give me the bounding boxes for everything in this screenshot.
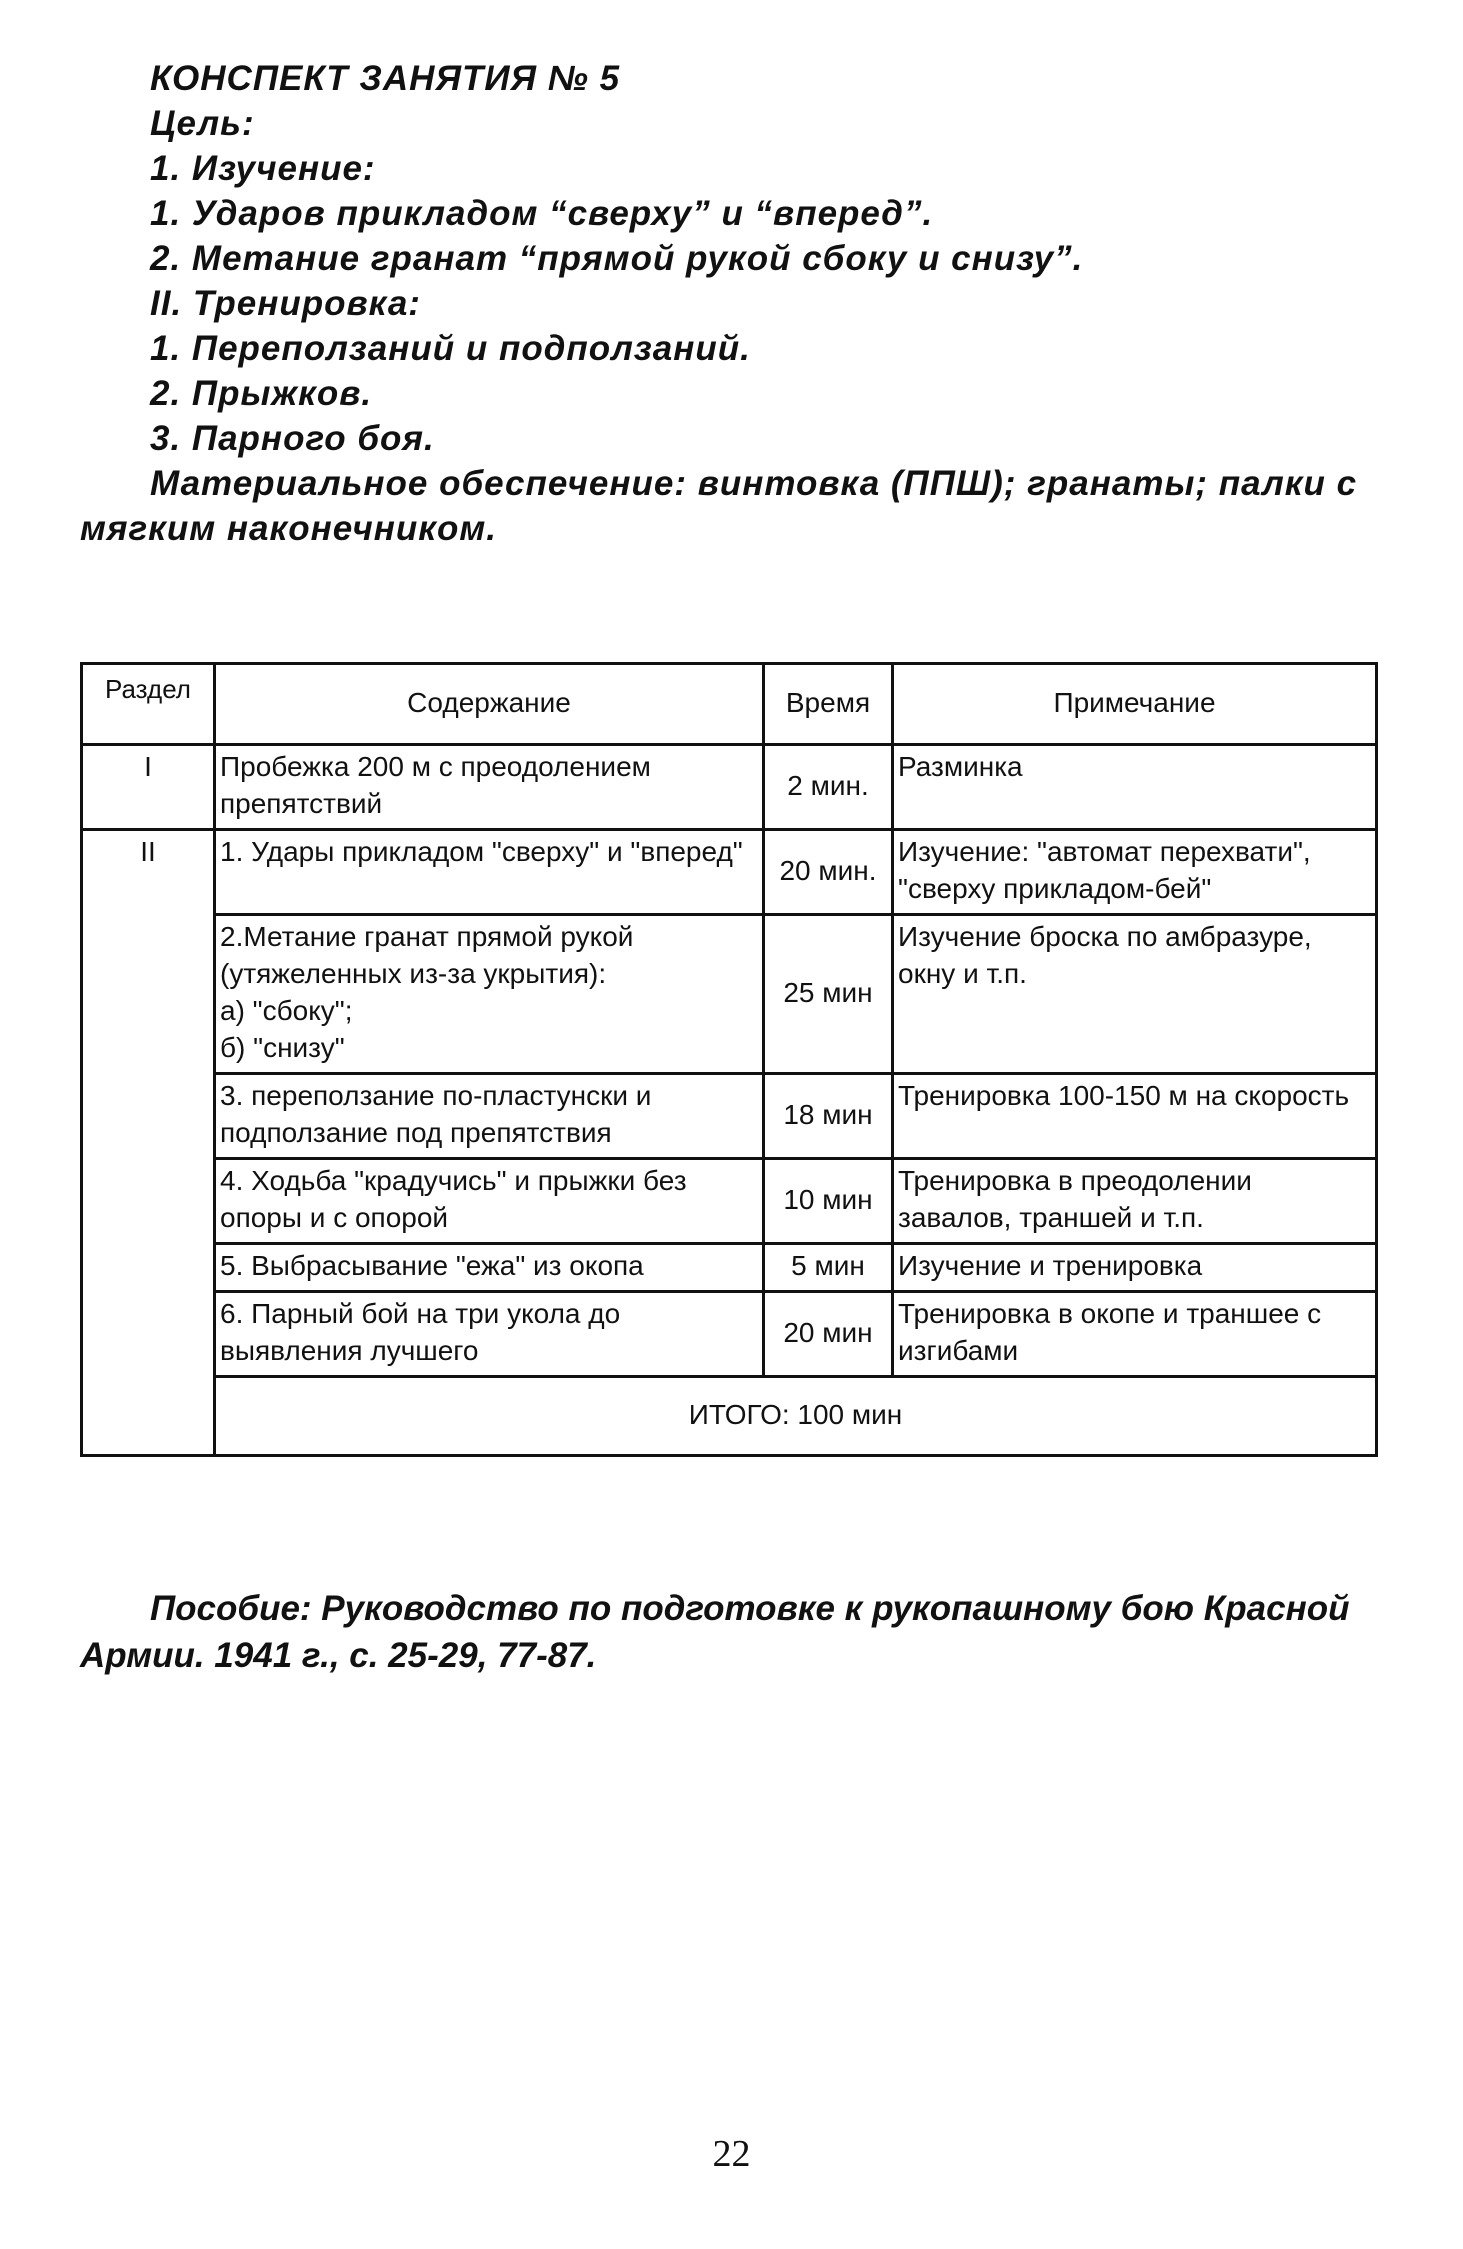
- row-time: 18 мин: [764, 1074, 893, 1159]
- table-total-row: [82, 1377, 1377, 1456]
- row-time: 2 мин.: [764, 745, 893, 830]
- row-note: Изучение броска по амбразуре, окну и т.п.: [893, 915, 1377, 1074]
- goal-line: II. Тренировка:: [150, 284, 421, 323]
- row-time: 20 мин: [764, 1292, 893, 1377]
- goal-label: Цель:: [150, 104, 255, 143]
- row-note: Изучение и тренировка: [893, 1244, 1377, 1292]
- row-time: 5 мин: [764, 1244, 893, 1292]
- row-razdel: II: [82, 830, 215, 1456]
- row-content: 4. Ходьба "крадучись" и прыжки без опоры и с опорой: [215, 1159, 764, 1244]
- source-reference: Пособие: Руководство по подготовке к рукопашному бою Красной Армии. 1941 г., с. 25-29, 77-87.: [80, 1589, 1350, 1675]
- table-row: [82, 1292, 1377, 1377]
- table-row: [82, 915, 1377, 1074]
- header-content: Содержание: [215, 664, 764, 745]
- table-row: [82, 745, 1377, 830]
- row-content: 3. переползание по-пластунски и подползание под препятствия: [215, 1074, 764, 1159]
- goal-line: 1. Изучение:: [150, 149, 376, 188]
- page-number: 22: [712, 2133, 751, 2175]
- table-row: [82, 830, 1377, 915]
- goal-line: 1. Переползаний и подползаний.: [150, 329, 751, 368]
- lesson-heading: [80, 56, 1400, 551]
- row-note: Тренировка 100-150 м на скорость: [893, 1074, 1377, 1159]
- row-note: Разминка: [893, 745, 1377, 830]
- goal-line: 3. Парного боя.: [150, 419, 435, 458]
- row-time: 20 мин.: [764, 830, 893, 915]
- row-content: 5. Выбрасывание "ежа" из окопа: [215, 1244, 764, 1292]
- row-time: 25 мин: [764, 915, 893, 1074]
- row-content: Пробежка 200 м с преодолением препятствий: [215, 745, 764, 830]
- row-content: 2.Метание гранат прямой рукой (утяжеленных из-за укрытия): а) "сбоку"; б) "снизу": [215, 915, 764, 1074]
- row-razdel: I: [82, 745, 215, 830]
- row-note: Тренировка в преодолении завалов, траншей и т.п.: [893, 1159, 1377, 1244]
- lesson-plan-table: [80, 662, 1378, 1457]
- header-razdel: Раздел: [82, 664, 215, 745]
- goal-line: 1. Ударов прикладом “сверху” и “вперед”.: [150, 194, 934, 233]
- table-row: [82, 1074, 1377, 1159]
- row-content: 6. Парный бой на три укола до выявления лучшего: [215, 1292, 764, 1377]
- header-time: Время: [764, 664, 893, 745]
- row-content: 1. Удары прикладом "сверху" и "вперед": [215, 830, 764, 915]
- row-note: Тренировка в окопе и траншее с изгибами: [893, 1292, 1377, 1377]
- materials-text: Материальное обеспечение: винтовка (ППШ); гранаты; палки с мягким наконечником.: [80, 464, 1358, 548]
- goal-line: 2. Прыжков.: [150, 374, 373, 413]
- row-note: Изучение: "автомат перехвати", "сверху прикладом-бей": [893, 830, 1377, 915]
- table-row: [82, 1159, 1377, 1244]
- row-time: 10 мин: [764, 1159, 893, 1244]
- header-note: Примечание: [893, 664, 1377, 745]
- table-row: [82, 1244, 1377, 1292]
- goal-line: 2. Метание гранат “прямой рукой сбоку и снизу”.: [150, 239, 1084, 278]
- total-cell: ИТОГО: 100 мин: [215, 1377, 1377, 1456]
- lesson-title: КОНСПЕКТ ЗАНЯТИЯ № 5: [150, 59, 621, 98]
- table-header-row: [82, 664, 1377, 745]
